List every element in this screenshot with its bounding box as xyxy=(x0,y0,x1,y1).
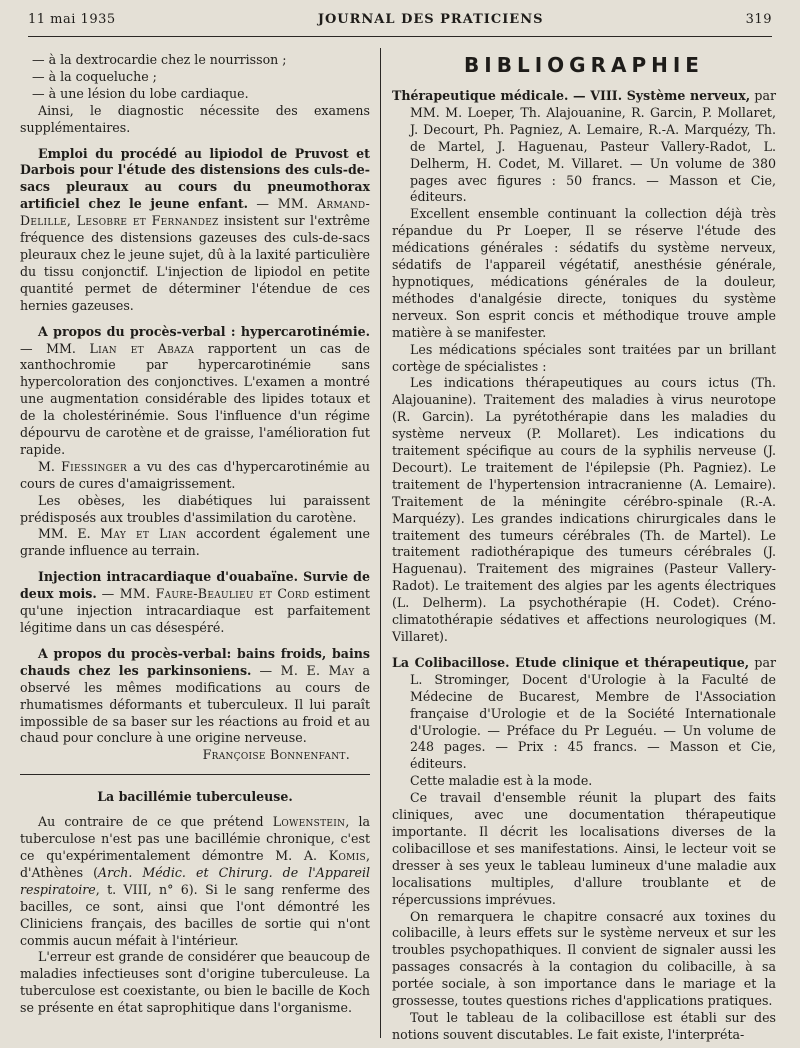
intro-dash-2: — à la coqueluche ; xyxy=(32,68,157,84)
ouabaine-authors: — MM. Faure-Beaulieu et Cord xyxy=(101,586,310,602)
may-lian-body: accordent également une grande influence au terrain. xyxy=(20,526,370,559)
bacillemie-paragraph-1 xyxy=(20,814,370,949)
bains-title: A propos du procès-verbal: bains froids, bains chauds chez les parkinsoniens. xyxy=(20,645,370,678)
colibacillose-paragraph-1: Cette maladie est à la mode. xyxy=(410,773,593,789)
bacillemie-text-d: , t. VIII, n° 6). Si le sang renferme des bacilles, ce sont, ainsi que l'ont démontré les Cliniciens français, des bacilles de sortie qui n'ont commis aucun méfait à l'intérieur. xyxy=(20,881,370,948)
hypercaro-title: A propos du procès-verbal : hypercarotinémie. xyxy=(38,323,370,339)
therapeutique-paragraph-2: Les médications spéciales sont traitées par un brillant cortège de spécialistes : xyxy=(392,341,776,374)
hypercaro-paragraph-2 xyxy=(20,459,370,493)
bibliographie-heading: BIBLIOGRAPHIE xyxy=(464,53,704,77)
hypercaro-body: rapportent un cas de xanthochromie par hypercarotinémie sans hypercoloration des conjonctives. L'examen a montré une augmentation considérable des lipides totaux et de la cholestérinémie. Sous l'influence d'un régime dépourvu de carotène et de graisse, l'amélioration fut rapide. xyxy=(20,340,370,457)
bains-article xyxy=(20,646,370,747)
lipiodol-body: insistent sur l'extrême fréquence des distensions gazeuses des culs-de-sacs pleuraux chez le jeune sujet, dû à la laxité particulière du tissu conjonctif. L'injection de lipiodol en petite quantité permet de déterminer l'étendue de ces hernies gazeuses. xyxy=(20,213,370,313)
bacillemie-text-c: , d'Athènes ( xyxy=(20,847,370,880)
fiessinger-body: a vu des cas d'hypercarotinémie au cours de cures d'amaigrissement. xyxy=(20,458,370,491)
ouabaine-body: estiment qu'une injection intracardiaque est parfaitement légitime dans un cas désespéré. xyxy=(20,586,370,635)
right-column xyxy=(392,52,776,1044)
therapeutique-title: Thérapeutique médicale. — VIII. Système nerveux, xyxy=(392,88,751,103)
komis-name: Komis xyxy=(328,847,366,863)
header-date: 11 mai 1935 xyxy=(28,12,116,27)
journal-reference: Arch. Médic. et Chirurg. de l'Appareil respiratoire xyxy=(20,864,370,897)
fiessinger-name: Fiessinger xyxy=(61,458,128,474)
bains-body: a observé les mêmes modifications au cours de rhumatismes déformants et tuberculeux. Il lui paraît impossible de sa baser sur les réactions au froid et au chaud pour conclure à une origine nerveuse. xyxy=(20,662,370,746)
intro-conclusion: Ainsi, le diagnostic nécessite des examens supplémentaires. xyxy=(20,102,370,135)
therapeutique-paragraph-3: Les indications thérapeutiques au cours ictus (Th. Alajouanine). Traitement des maladies à virus neurotope (R. Garcin). La pyrétothérapie dans les maladies du système nerveux (P. Mollaret). Les indications du traitement spécifique au cours de la syphilis nerveuse (J. Decourt). Le traitement de l'épilepsie (Ph. Pagniez). Le traitement de l'hypertension intracranienne (A. Lemaire). Traitement de la méningite cérébro-spinale (R.-A. Marquézy). Les grandes indications chirurgicales dans le traitement des tumeurs cérébrales (Th. de Martel). Le traitement radiothérapique des tumeurs cérébrales (J. Haguenau). Traitement des migraines (Pasteur Vallery-Radot). Le traitement des algies par les agents électriques (L. Delherm). La psychothérapie (H. Codet). Créno-climatothérapie sédatives et affections neurologiques (M. Villaret). xyxy=(392,375,776,644)
author-signature: Françoise Bonnenfant. xyxy=(202,747,350,763)
hypercaro-paragraph-3: Les obèses, les diabétiques lui paraissent prédisposés aux troubles d'assimilation du carotène. xyxy=(20,492,370,525)
bacillemie-text-b: , la tuberculose n'est pas une bacillémie chronique, c'est ce qu'expérimentalement démontre M. A. xyxy=(20,814,370,863)
section-separator xyxy=(20,774,370,775)
header-journal-title: JOURNAL DES PRATICIENS xyxy=(317,12,544,27)
colibacillose-citation xyxy=(392,655,776,773)
left-column xyxy=(20,52,370,1017)
bains-authors: — M. E. May xyxy=(259,662,355,678)
therapeutique-paragraph-1: Excellent ensemble continuant la collection déjà très répandue du Pr Loeper, Il se réserve l'étude des médications générales : sédatifs du système nerveux, sédatifs de l'appareil végétatif, anesthésie générale, hypnotiques, médications générales de la douleur, méthodes d'analgésie directe, toniques du système nerveux. Son esprit concis et méthodique trouve ample matière à se manifester. xyxy=(392,206,776,340)
therapeutique-citation xyxy=(392,88,776,206)
colibacillose-title: La Colibacillose. Etude clinique et thérapeutique, xyxy=(392,654,750,670)
may-lian-names: May et Lian xyxy=(100,526,187,542)
bacillemie-title: La bacillémie tuberculeuse. xyxy=(97,789,293,805)
colibacillose-citation-text: par L. Strominger, Docent d'Urologie à la Faculté de Médecine de Bucarest, Membre de l'Association française d'Urologie et de la Société Internationale d'Urologie. — Préface du Pr Leguéu. — Un volume de 248 pages. — Prix : 45 francs. — Masson et Cie, éditeurs. xyxy=(410,654,776,772)
lipiodol-article xyxy=(20,146,370,315)
colibacillose-paragraph-4: Tout le tableau de la colibacillose est établi sur des notions souvent discutables. Le fait existe, l'interpréta- xyxy=(392,1009,776,1042)
column-divider xyxy=(380,48,381,1038)
fiessinger-prefix: M. xyxy=(38,458,55,474)
lipiodol-authors: — MM. Armand-Delille, Lesobre et Fernandez xyxy=(20,196,371,229)
hypercaro-paragraph-1 xyxy=(20,324,370,459)
hypercaro-paragraph-4 xyxy=(20,526,370,560)
ouabaine-article xyxy=(20,569,370,637)
therapeutique-citation-text: par MM. M. Loeper, Th. Alajouanine, R. Garcin, P. Mollaret, J. Decourt, Ph. Pagniez, A. Lemaire, R.-A. Marquézy, Th. de Martel, J. Haguenau, Pasteur Vallery-Radot, L. Delherm, H. Codet, M. Villaret. — Un volume de 380 pages avec figures : 50 francs. — Masson et Cie, éditeurs. xyxy=(410,88,776,205)
bacillemie-paragraph-2: L'erreur est grande de considérer que beaucoup de maladies infectieuses sont d'origine tuberculeuse. La tuberculose est coexistante, ou bien le bacille de Koch se présente en état saprophitique dans l'organisme. xyxy=(20,949,370,1016)
colibacillose-paragraph-3: On remarquera le chapitre consacré aux toxines du colibacille, à leurs effets sur le système nerveux et sur les troubles psychopathiques. Il convient de signaler aussi les passages consacrés à la contagion du colibacille, à sa portée sociale, à son importance dans le mariage et la grossesse, toutes questions riches d'applications pratiques. xyxy=(392,908,776,1009)
bacillemie-text-a: Au contraire de ce que prétend xyxy=(38,814,264,830)
ouabaine-title: Injection intracardiaque d'ouabaïne. Survie de deux mois. xyxy=(20,569,370,602)
header-rule xyxy=(28,36,772,37)
intro-dash-3: — à une lésion du lobe cardiaque. xyxy=(32,85,249,101)
header-page-number: 319 xyxy=(745,12,772,27)
may-lian-prefix: MM. E. xyxy=(38,526,91,542)
hypercaro-authors: Lian et Abaza xyxy=(89,340,195,356)
bibliographie-banner xyxy=(392,52,776,78)
page-header xyxy=(28,12,772,34)
lipiodol-title: Emploi du procédé au lipiodol de Pruvost et Darbois pour l'étude des distensions des culs-de-sacs pleuraux au cours du pneumothorax artificiel chez le jeune enfant. xyxy=(20,145,370,212)
lowenstein-name: Lowenstein xyxy=(272,814,346,830)
colibacillose-paragraph-2: Ce travail d'ensemble réunit la plupart des faits cliniques, avec une documentation thérapeutique importante. Il décrit les localisations diverses de la colibacillose et ses manifestations. Ainsi, le lecteur voit se dresser à ses yeux le tableau lumineux d'une maladie aux localisations multiples, d'allure troublante et de répercussions imprévues. xyxy=(392,790,776,907)
intro-dash-1: — à la dextrocardie chez le nourrisson ; xyxy=(32,52,287,67)
hypercaro-prefix: — MM. xyxy=(20,340,76,356)
